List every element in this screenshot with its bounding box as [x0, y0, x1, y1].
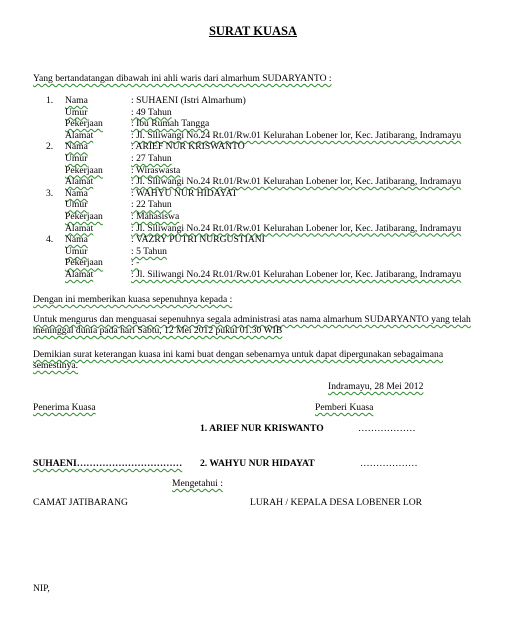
- grant-paragraph: Dengan ini memberikan kuasa sepenuhnya kepada :: [33, 294, 233, 305]
- lurah-title: LURAH / KEPALA DESA LOBENER LOR: [250, 497, 423, 508]
- nip-label: NIP,: [33, 583, 50, 594]
- person-name-label: Nama: [65, 95, 88, 106]
- person-address-label: Alamat: [65, 176, 94, 188]
- person-number: 1.: [46, 95, 54, 106]
- person-address-value: : Jl. Siliwangi No.24 Rt.01/Rw.01 Kelurahan Lobener lor, Kec. Jatibarang, Indramayu: [131, 222, 462, 234]
- person-name-label: Nama: [65, 234, 88, 246]
- person-occupation-value: : Ibu Rumah Tangga: [131, 118, 210, 130]
- person-number: 4.: [46, 234, 54, 246]
- person-age-label: Umur: [65, 106, 88, 118]
- closing-paragraph: Demikian surat keterangan kuasa ini kami buat dengan sebenarnya untuk dapat dipergunakan sebagaimana semestinya.: [33, 349, 444, 372]
- person-age-value: : 49 Tahun: [131, 106, 172, 118]
- mengetahui-label: Mengetahui :: [172, 478, 223, 489]
- person-address-label: Alamat: [65, 222, 94, 234]
- place-date: Indramayu, 28 Mei 2012: [328, 381, 424, 392]
- purpose-paragraph: Untuk mengurus dan menguasai sepenuhnya segala administrasi atas nama almarhum SUDARYANTO yang telah meninggal dunia pada hari Sabtu, 12 Mei 2012 pukul 01.30 WIB: [33, 314, 471, 337]
- person-address-label: Alamat: [65, 129, 94, 141]
- person-age-label: Umur: [65, 153, 88, 164]
- signature-line-1: ………………: [358, 423, 416, 434]
- penerima-kuasa-label: Penerima Kuasa: [33, 402, 96, 413]
- penerima-name: SUHAENI……………………………: [33, 458, 183, 469]
- person-name-value: : ARIEF NUR KRISWANTO: [131, 141, 245, 153]
- signatory-2: 2. WAHYU NUR HIDAYAT: [200, 458, 315, 469]
- person-age-value: : 5 Tahun: [131, 245, 167, 257]
- person-name-label: Nama: [65, 141, 88, 153]
- person-occupation-label: Pekerjaan: [65, 211, 103, 222]
- person-name-value: : VAZRY PUTRI NURGUSTIANI: [131, 234, 265, 246]
- person-address-label: Alamat: [65, 269, 94, 280]
- person-number: 3.: [46, 187, 54, 199]
- person-occupation-value: : Wiraswasta: [131, 164, 181, 176]
- person-occupation-value: : Mahasiswa: [131, 211, 180, 222]
- person-address-value: : Jl. Siliwangi No.24 Rt.01/Rw.01 Kelurahan Lobener lor, Kec. Jatibarang, Indramayu: [131, 129, 462, 141]
- person-age-value: : 27 Tahun: [131, 153, 172, 164]
- signature-line-2: ………………: [360, 458, 418, 469]
- pemberi-kuasa-label: Pemberi Kuasa: [315, 402, 374, 413]
- person-age-label: Umur: [65, 245, 88, 257]
- person-age-label: Umur: [65, 199, 88, 211]
- camat-title: CAMAT JATIBARANG: [33, 497, 128, 508]
- document-title: SURAT KUASA: [208, 24, 298, 38]
- person-occupation-label: Pekerjaan: [65, 257, 103, 269]
- person-address-value: : Jl. Siliwangi No.24 Rt.01/Rw.01 Kelurahan Lobener lor, Kec. Jatibarang, Indramayu: [131, 176, 462, 188]
- person-name-value: : WAHYU NUR HIDAYAT: [131, 187, 238, 199]
- person-occupation-label: Pekerjaan: [65, 164, 103, 176]
- person-number: 2.: [46, 141, 54, 153]
- person-name-label: Nama: [65, 187, 88, 199]
- person-occupation-value: : -: [131, 257, 140, 269]
- person-occupation-label: Pekerjaan: [65, 118, 103, 130]
- person-address-value: : Jl. Siliwangi No.24 Rt.01/Rw.01 Kelurahan Lobener lor, Kec. Jatibarang, Indramayu: [131, 269, 462, 280]
- intro-text: Yang bertandatangan dibawah ini ahli waris dari almarhum SUDARYANTO :: [33, 73, 332, 84]
- person-age-value: : 22 Tahun: [131, 199, 172, 211]
- person-name-value: : SUHAENI (Istri Almarhum): [131, 95, 246, 106]
- signatory-1: 1. ARIEF NUR KRISWANTO: [200, 423, 324, 434]
